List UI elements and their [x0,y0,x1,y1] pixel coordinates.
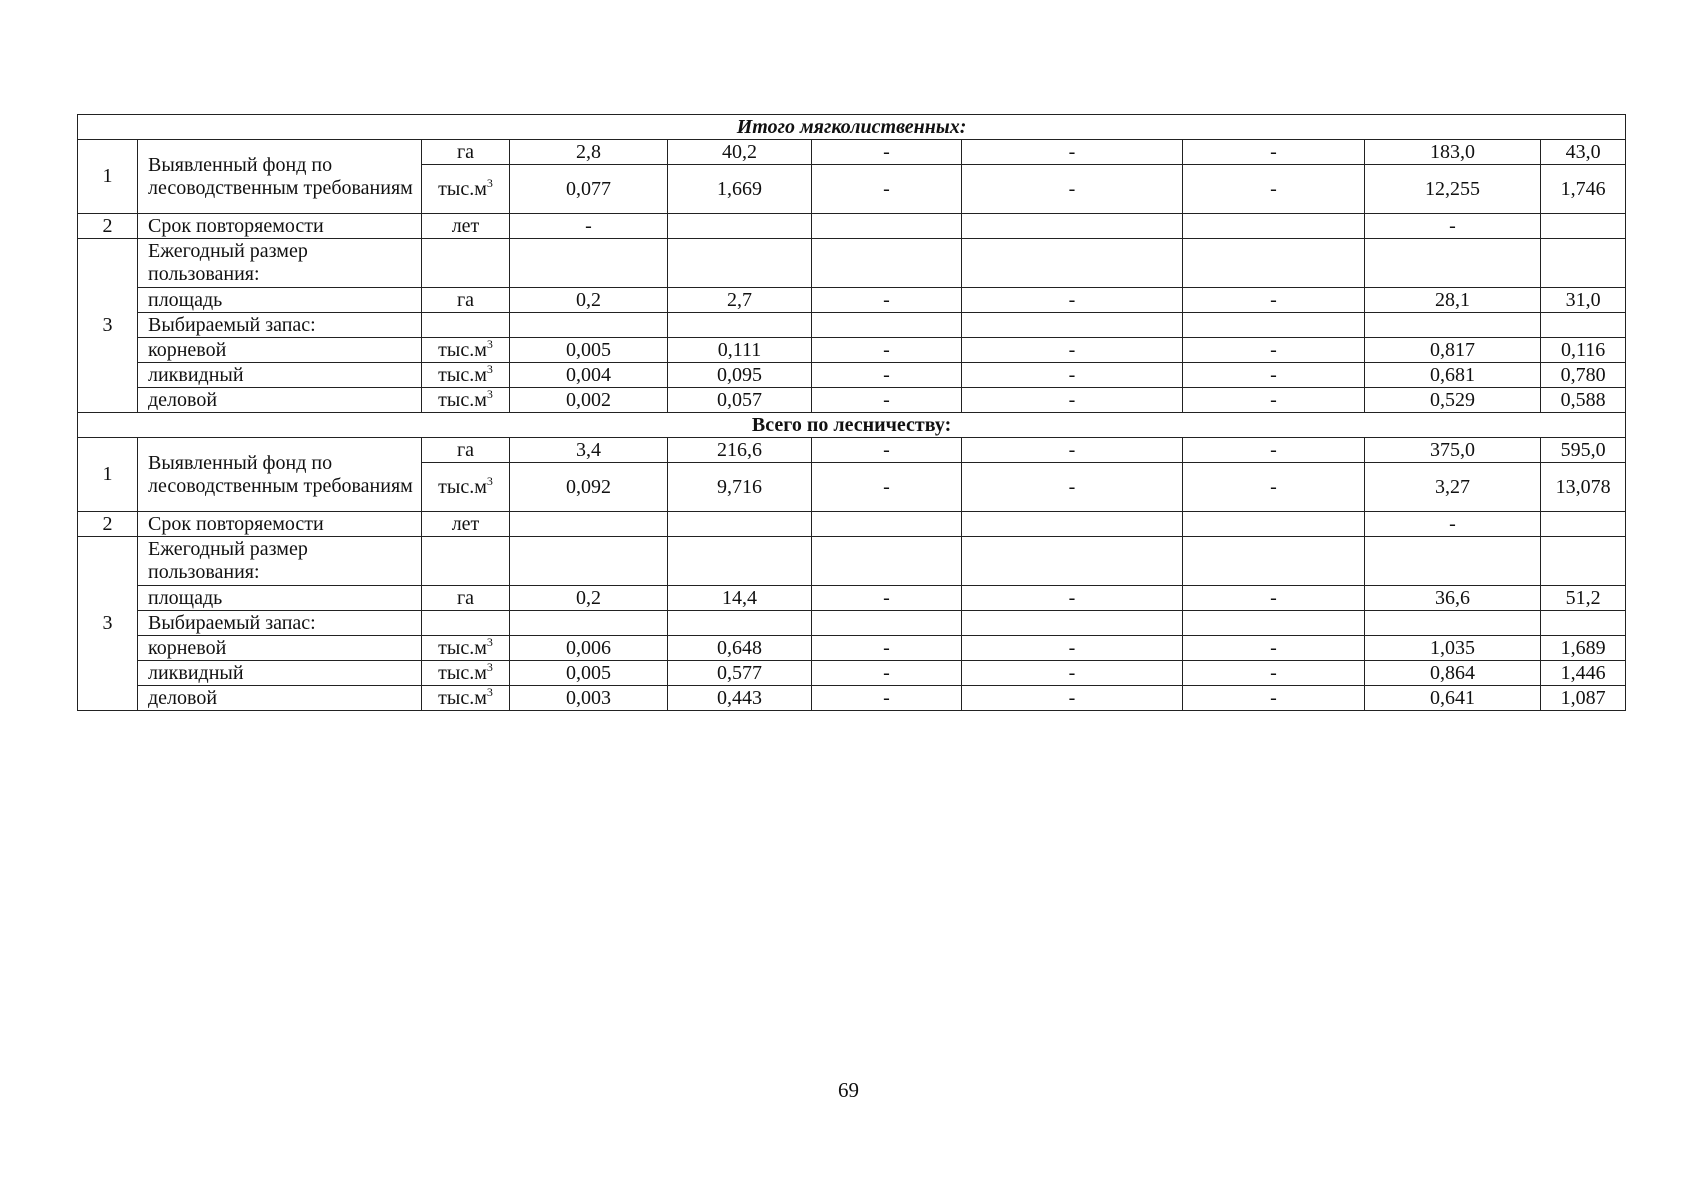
unit-cell [422,388,510,413]
row-number: 2 [78,214,138,239]
value-cell: - [962,388,1183,413]
value-cell: 216,6 [668,438,812,463]
unit-cell: га [422,288,510,313]
value-cell: 0,529 [1365,388,1541,413]
value-cell: 43,0 [1541,140,1626,165]
value-cell [1541,512,1626,537]
value-cell: 183,0 [1365,140,1541,165]
empty-cell [812,611,962,636]
empty-cell [1365,313,1541,338]
empty-cell [962,239,1183,288]
value-cell: - [962,338,1183,363]
value-cell: 595,0 [1541,438,1626,463]
value-cell: 2,7 [668,288,812,313]
unit-exponent: 3 [486,635,493,649]
empty-cell [962,537,1183,586]
value-cell: - [962,140,1183,165]
unit-cell: лет [422,512,510,537]
row-number: 1 [78,140,138,214]
value-cell [1183,512,1365,537]
value-cell: - [1183,165,1365,214]
unit-cell [422,363,510,388]
value-cell: 3,4 [510,438,668,463]
value-cell: 375,0 [1365,438,1541,463]
value-cell: - [1183,288,1365,313]
value-cell: 2,8 [510,140,668,165]
value-cell [510,512,668,537]
empty-cell [1365,537,1541,586]
value-cell: - [812,140,962,165]
value-cell: - [812,363,962,388]
empty-cell [1183,611,1365,636]
value-cell [962,512,1183,537]
row-label: ликвидный [138,661,422,686]
value-cell: - [1183,686,1365,711]
empty-cell [668,537,812,586]
value-cell: 14,4 [668,586,812,611]
table-row [78,388,1626,413]
unit-cell [422,313,510,338]
row-number: 3 [78,537,138,711]
row-label: деловой [138,686,422,711]
row-label: Выявленный фонд по лесоводственным требованиям [138,438,422,512]
value-cell: 0,2 [510,586,668,611]
empty-cell [1365,239,1541,288]
empty-cell [1183,239,1365,288]
value-cell: - [812,165,962,214]
value-cell: - [962,661,1183,686]
section-title: Итого мягколиственных: [78,115,1626,140]
value-cell: 0,780 [1541,363,1626,388]
value-cell [812,512,962,537]
value-cell [962,214,1183,239]
table-body [78,115,1626,711]
value-cell: 0,111 [668,338,812,363]
empty-cell [668,611,812,636]
value-cell: 51,2 [1541,586,1626,611]
value-cell: 0,116 [1541,338,1626,363]
empty-cell [1541,611,1626,636]
value-cell: 9,716 [668,463,812,512]
value-cell: 0,057 [668,388,812,413]
empty-cell [510,239,668,288]
value-cell: 1,669 [668,165,812,214]
unit-cell [422,661,510,686]
value-cell: 13,078 [1541,463,1626,512]
row-label: Ежегодный размер пользования: [138,239,422,288]
value-cell: 1,446 [1541,661,1626,686]
value-cell: - [962,288,1183,313]
unit-cell [422,636,510,661]
value-cell: - [812,438,962,463]
value-cell [1183,214,1365,239]
value-cell: - [510,214,668,239]
value-cell: 0,641 [1365,686,1541,711]
empty-cell [812,537,962,586]
value-cell: 0,092 [510,463,668,512]
value-cell: - [1183,338,1365,363]
unit-exponent: 3 [486,362,493,376]
row-label: площадь [138,288,422,313]
value-cell: 1,689 [1541,636,1626,661]
value-cell: - [812,661,962,686]
value-cell: - [962,463,1183,512]
table-row [78,363,1626,388]
value-cell: - [962,438,1183,463]
value-cell: 0,817 [1365,338,1541,363]
value-cell: - [1183,388,1365,413]
empty-cell [1541,537,1626,586]
unit-cell [422,338,510,363]
value-cell: 0,2 [510,288,668,313]
value-cell: 0,002 [510,388,668,413]
page-number: 69 [838,1078,859,1102]
table-row [78,214,1626,239]
empty-cell [668,239,812,288]
value-cell: 0,864 [1365,661,1541,686]
unit-cell [422,463,510,512]
value-cell: 12,255 [1365,165,1541,214]
unit-cell [422,165,510,214]
section-header-row [78,115,1626,140]
value-cell: 0,077 [510,165,668,214]
value-cell: 1,087 [1541,686,1626,711]
value-cell: - [1183,463,1365,512]
table-row [78,313,1626,338]
forest-use-table [77,114,1626,711]
value-cell [668,512,812,537]
value-cell: 0,577 [668,661,812,686]
row-label: Срок повторяемости [138,512,422,537]
unit-label: тыс.м [438,661,487,684]
table-row [78,288,1626,313]
value-cell: 1,035 [1365,636,1541,661]
table-row [78,661,1626,686]
value-cell: 40,2 [668,140,812,165]
value-cell: 0,003 [510,686,668,711]
value-cell: - [1183,586,1365,611]
table-row [78,537,1626,586]
unit-label: тыс.м [438,636,487,659]
value-cell: 0,681 [1365,363,1541,388]
value-cell: - [962,636,1183,661]
row-label: ликвидный [138,363,422,388]
empty-cell [510,537,668,586]
value-cell: - [812,636,962,661]
value-cell: 0,443 [668,686,812,711]
unit-cell: га [422,438,510,463]
unit-exponent: 3 [486,175,493,190]
value-cell: - [1365,512,1541,537]
value-cell: - [812,388,962,413]
value-cell: 0,005 [510,338,668,363]
section-title: Всего по лесничеству: [78,413,1626,438]
empty-cell [812,239,962,288]
row-label: Выявленный фонд по лесоводственным требованиям [138,140,422,214]
empty-cell [1541,239,1626,288]
table-row [78,338,1626,363]
unit-label: тыс.м [438,388,487,411]
empty-cell [962,313,1183,338]
value-cell: - [1365,214,1541,239]
unit-exponent: 3 [486,685,493,699]
row-number: 3 [78,239,138,413]
row-label: корневой [138,338,422,363]
row-label: Ежегодный размер пользования: [138,537,422,586]
unit-cell [422,686,510,711]
value-cell: 28,1 [1365,288,1541,313]
table-row [78,512,1626,537]
table-row [78,586,1626,611]
unit-exponent: 3 [486,387,493,401]
value-cell: 0,006 [510,636,668,661]
empty-cell [668,313,812,338]
unit-label: тыс.м [438,338,487,361]
empty-cell [1541,313,1626,338]
value-cell: - [962,165,1183,214]
value-cell: 3,27 [1365,463,1541,512]
empty-cell [510,313,668,338]
unit-cell: лет [422,214,510,239]
unit-label: тыс.м [438,686,487,709]
table-row [78,438,1626,463]
value-cell: 0,095 [668,363,812,388]
table-row [78,686,1626,711]
empty-cell [812,313,962,338]
value-cell: - [1183,140,1365,165]
value-cell: 31,0 [1541,288,1626,313]
empty-cell [1183,313,1365,338]
table-row [78,239,1626,288]
row-number: 2 [78,512,138,537]
table-row [78,636,1626,661]
value-cell: - [812,586,962,611]
value-cell: 0,005 [510,661,668,686]
value-cell: - [812,686,962,711]
unit-label: тыс.м [438,363,487,386]
row-number: 1 [78,438,138,512]
table-row [78,140,1626,165]
unit-cell [422,611,510,636]
value-cell: - [1183,636,1365,661]
row-label: Выбираемый запас: [138,611,422,636]
unit-label: тыс.м [438,475,487,498]
row-label: Выбираемый запас: [138,313,422,338]
value-cell: 0,004 [510,363,668,388]
empty-cell [1365,611,1541,636]
value-cell: - [1183,661,1365,686]
empty-cell [510,611,668,636]
table-row [78,611,1626,636]
value-cell: - [1183,438,1365,463]
value-cell: 36,6 [1365,586,1541,611]
value-cell: 1,746 [1541,165,1626,214]
unit-exponent: 3 [486,660,493,674]
value-cell: - [962,586,1183,611]
unit-exponent: 3 [486,473,493,488]
row-label: корневой [138,636,422,661]
value-cell [812,214,962,239]
value-cell [1541,214,1626,239]
unit-cell [422,537,510,586]
unit-cell: га [422,586,510,611]
row-label: Срок повторяемости [138,214,422,239]
value-cell: - [812,463,962,512]
value-cell: 0,588 [1541,388,1626,413]
value-cell: 0,648 [668,636,812,661]
value-cell: - [962,363,1183,388]
unit-label: тыс.м [438,177,487,200]
row-label: деловой [138,388,422,413]
value-cell: - [962,686,1183,711]
unit-cell: га [422,140,510,165]
value-cell: - [812,338,962,363]
unit-cell [422,239,510,288]
value-cell [668,214,812,239]
unit-exponent: 3 [486,337,493,351]
empty-cell [962,611,1183,636]
value-cell: - [812,288,962,313]
empty-cell [1183,537,1365,586]
row-label: площадь [138,586,422,611]
section-header-row [78,413,1626,438]
value-cell: - [1183,363,1365,388]
